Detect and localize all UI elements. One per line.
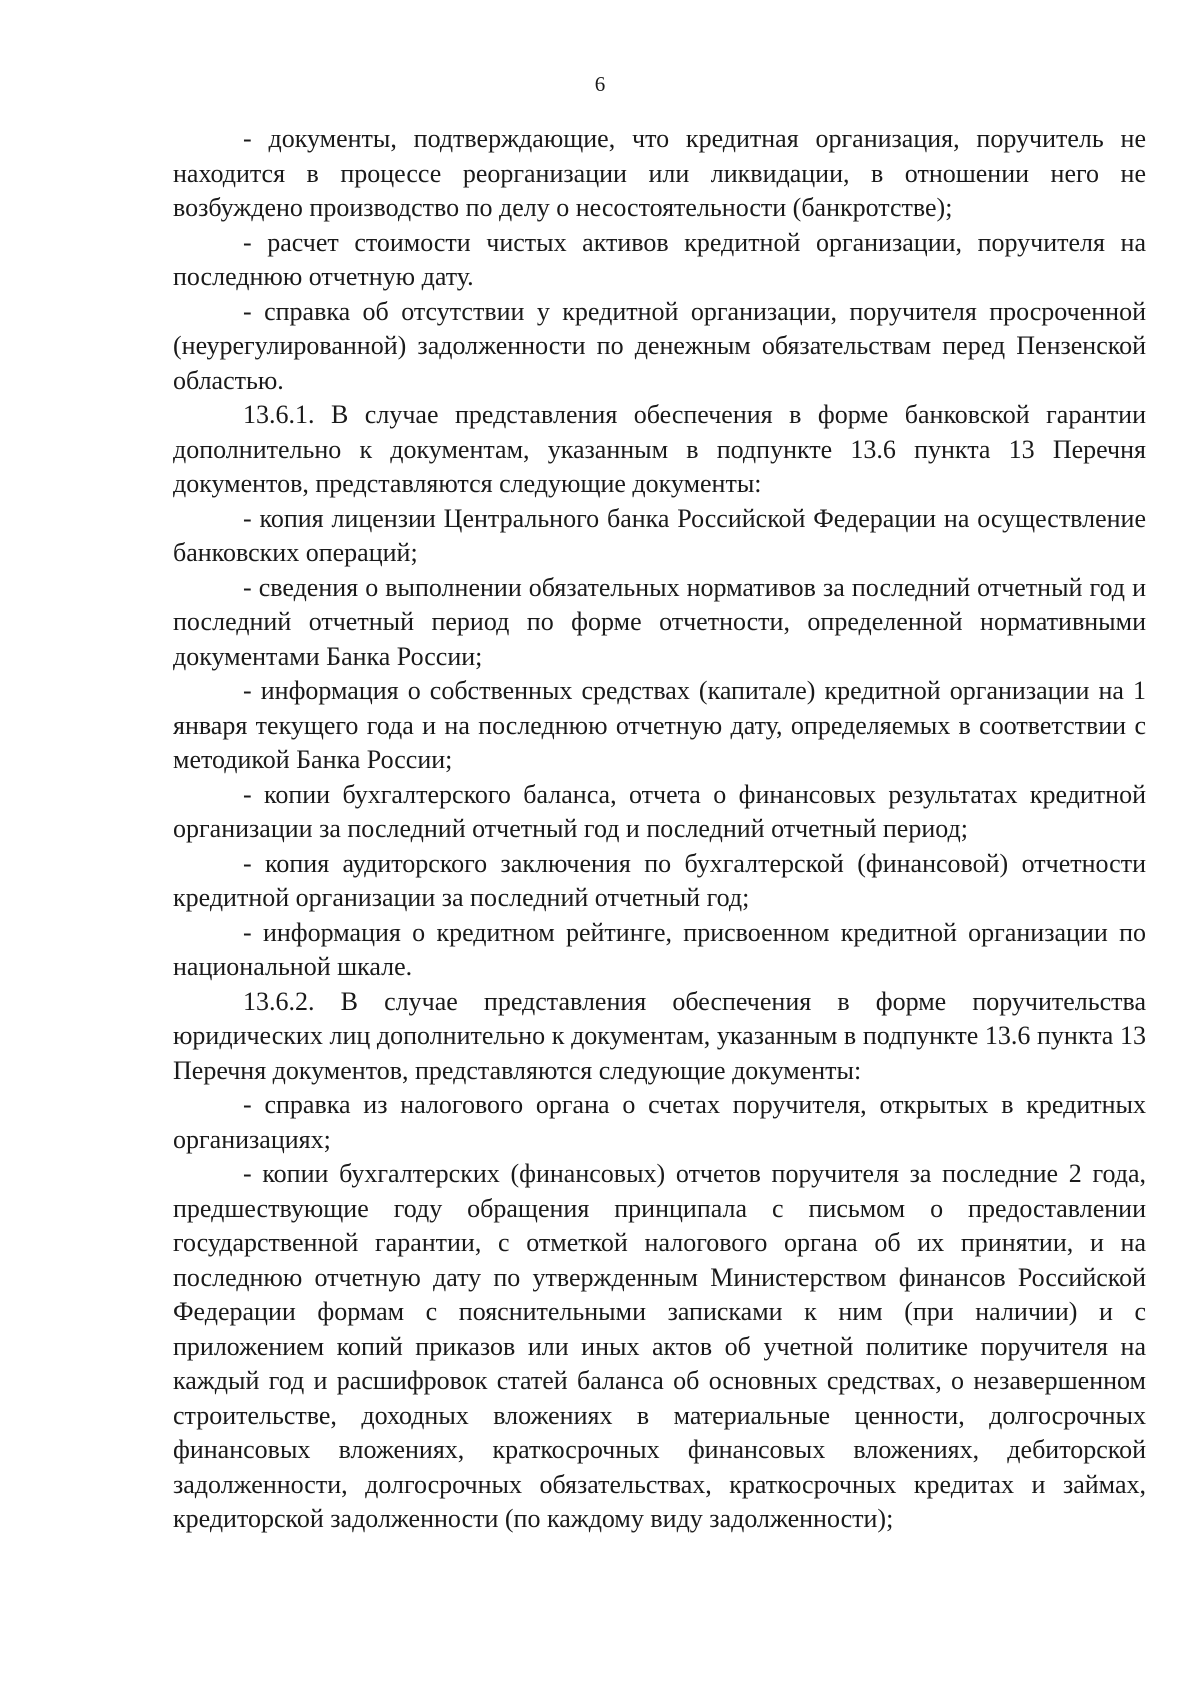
paragraph-audit-report-copy: - копия аудиторского заключения по бухгалтерской (финансовой) отчетности кредитной организации за последний отчетный год; [173, 848, 1146, 912]
paragraph-13-6-2-surety: 13.6.2. В случае представления обеспечения в форме поручительства юридических лиц дополнительно к документам, указанным в подпункте 13.6 пункта 13 Перечня документов, представляются следующие документы: [173, 986, 1146, 1085]
paragraph-accounting-reports-copies: - копии бухгалтерских (финансовых) отчетов поручителя за последние 2 года, предшествующие году обращения принципала с письмом о предоставлении государственной гарантии, с отметкой налогового органа об их принятии, и на последнюю отчетную дату по утвержденным Министерством финансов Российской Федерации формам с пояснительными записками к ним (при наличии) и с приложением копий приказов или иных актов об учетной политике поручителя на каждый год и расшифровок статей баланса об основных средствах, о незавершенном строительстве, доходных вложениях в материальные ценности, долгосрочных финансовых вложениях, краткосрочных финансовых вложениях, дебиторской задолженности, долгосрочных обязательствах, краткосрочных кредитах и займах, кредиторской задолженности (по каждому виду задолженности); [173, 1159, 1146, 1533]
page-number: 6 [594, 72, 606, 96]
paragraph-no-overdue-debt-certificate: - справка об отсутствии у кредитной организации, поручителя просроченной (неурегулированной) задолженности по денежным обязательствам перед Пензенской областью. [173, 296, 1146, 395]
paragraph-mandatory-standards: - сведения о выполнении обязательных нормативов за последний отчетный год и последний отчетный период по форме отчетности, определенной нормативными документами Банка России; [173, 572, 1146, 671]
paragraph-own-funds-info: - информация о собственных средствах (капитале) кредитной организации на 1 января текущего года и на последнюю отчетную дату, определяемых в соответствии с методикой Банка России; [173, 676, 1146, 774]
paragraph-balance-sheet-copies: - копии бухгалтерского баланса, отчета о финансовых результатах кредитной организации за последний отчетный год и последний отчетный период; [173, 779, 1146, 843]
paragraph-credit-rating-info: - информация о кредитном рейтинге, присвоенном кредитной организации по национальной шкале. [173, 917, 1146, 981]
paragraph-documents-no-reorganization: - документы, подтверждающие, что кредитная организация, поручитель не находится в процессе реорганизации или ликвидации, в отношении него не возбуждено производство по делу о несостоятельности (банкротстве); [173, 124, 1146, 222]
paragraph-net-assets-calculation: - расчет стоимости чистых активов кредитной организации, поручителя на последнюю отчетную дату. [173, 227, 1146, 291]
paragraph-license-copy: - копия лицензии Центрального банка Российской Федерации на осуществление банковских операций; [173, 503, 1146, 567]
document-body [173, 122, 1146, 1537]
paragraph-13-6-1-bank-guarantee: 13.6.1. В случае представления обеспечения в форме банковской гарантии дополнительно к документам, указанным в подпункте 13.6 пункта 13 Перечня документов, представляются следующие документы: [173, 400, 1146, 498]
paragraph-tax-authority-certificate: - справка из налогового органа о счетах поручителя, открытых в кредитных организациях; [173, 1090, 1146, 1154]
